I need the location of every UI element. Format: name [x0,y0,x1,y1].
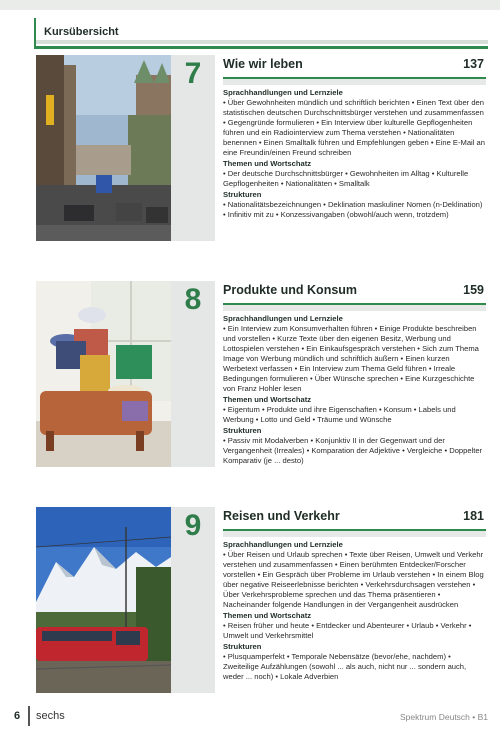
section-heading: Sprachhandlungen und Lernziele [223,540,343,549]
page-number-word: sechs [36,710,65,722]
section-text: • Über Reisen und Urlaub sprechen • Texte über Reisen, Umwelt und Verkehr verstehen und zusammenfassen • Einen berühmten Entdecker/Forscher vorstellen • Ein Gespräch über Probleme im Urlaub verstehen • In einem Blog über negative Reiseerlebnisse berichten • Verkehrsdurchsagen verstehen • Über Verkehrsprobleme sprechen und das Thema präsentieren • Nacheinander folgende Handlungen in der Vergangenheit ausdrücken [223,550,484,609]
section-text: • Über Gewohnheiten mündlich und schriftlich berichten • Einen Text über den statistischen deutschen Durchschnittsbürger verstehen und zusammenfassen • Gegengründe formulieren • Ein Interview über kulturelle Gepflogenheiten führen und ein Radiointerview zum Thema verstehen • Nationalitäten benennen • Einen Smalltalk führen und Empfehlungen geben • Eine E-Mail an eine Freundin/einen Freund schreiben [223,98,485,157]
clothes-armchair-photo [36,281,171,467]
top-bar [0,0,500,10]
header-title: Kursübersicht [44,26,119,38]
chapter-number: 8 [184,283,202,316]
section-text: • Passiv mit Modalverben • Konjunktiv II in der Gegenwart und der Vergangenheit (Irreales) • Komparation der Adjektive • Vergleiche • Doppelter Komparativ (je ... desto) [223,436,483,465]
chapter-number: 7 [184,57,202,90]
section-heading: Sprachhandlungen und Lernziele [223,314,343,323]
section-header [34,18,488,49]
section-heading: Themen und Wortschatz [223,611,312,620]
course-content [223,55,486,220]
footer-divider [28,706,30,726]
section-text: • Plusquamperfekt • Temporale Nebensätze (bevor/ehe, nachdem) • Zweiteilige Aufzählungen (sowohl ... als auch, nicht nur ... sondern auch, weder ... noch) • Lokale Adverbien [223,652,467,681]
section-text: • Der deutsche Durchschnittsbürger • Gewohnheiten im Alltag • Kulturelle Gepflogenheiten • Nationalitäten • Smalltalk [223,169,469,188]
chapter-title: Reisen und Verkehr [223,509,340,523]
chapter-number-box [171,507,215,693]
title-shade [223,531,486,537]
title-row [223,55,486,79]
section-heading: Strukturen [223,642,262,651]
section-text: • Nationalitätsbezeichnungen • Deklination maskuliner Nomen (n-Deklination) • Infinitiv mit zu • Konzessivangaben (obwohl/auch wenn, trotzdem) [223,200,483,219]
mountain-train-photo [36,507,171,693]
section-heading: Strukturen [223,190,262,199]
section-heading: Themen und Wortschatz [223,159,312,168]
title-shade [223,305,486,311]
course-9 [36,507,488,693]
course-content [223,281,486,466]
section-text: • Eigentum • Produkte und ihre Eigenschaften • Konsum • Labels und Werbung • Lotto und Geld • Träume und Wünsche [223,405,456,424]
section-text: • Reisen früher und heute • Entdecker und Abenteurer • Urlaub • Verkehr • Umwelt und Verkehrsmittel [223,621,472,640]
chapter-page: 159 [463,283,484,297]
chapter-title: Produkte und Konsum [223,283,358,297]
chapter-number-box [171,55,215,241]
section-heading: Strukturen [223,426,262,435]
chapter-page: 137 [463,57,484,71]
section-heading: Themen und Wortschatz [223,395,312,404]
page-number: 6 [14,710,21,722]
chapter-page: 181 [463,509,484,523]
city-street-photo [36,55,171,241]
section-text: • Ein Interview zum Konsumverhalten führen • Einige Produkte beschreiben und vorstellen • Kurze Texte über den eigenen Besitz, Werbung und Lottospielen verstehen • Ein Einkaufsgespräch verstehen • Sich zum Thema Image von Werbung mündlich und schriftlich äußern • Einen kurzen Werbetext verfassen • Ein Interview zum Thema Geld führen • Irreale Bedingungen formulieren • Über Wünsche sprechen • Eine Kurzgeschichte von Franz Hohler lesen [223,324,479,393]
course-content [223,507,486,682]
chapter-number-box [171,281,215,467]
course-7 [36,55,488,241]
title-shade [223,79,486,85]
course-8 [36,281,488,467]
title-row [223,507,486,531]
section-heading: Sprachhandlungen und Lernziele [223,88,343,97]
header-stripe [36,40,488,44]
title-row [223,281,486,305]
book-title: Spektrum Deutsch • B1 [399,712,488,722]
chapter-title: Wie wir leben [223,57,303,71]
chapter-number: 9 [184,509,202,542]
